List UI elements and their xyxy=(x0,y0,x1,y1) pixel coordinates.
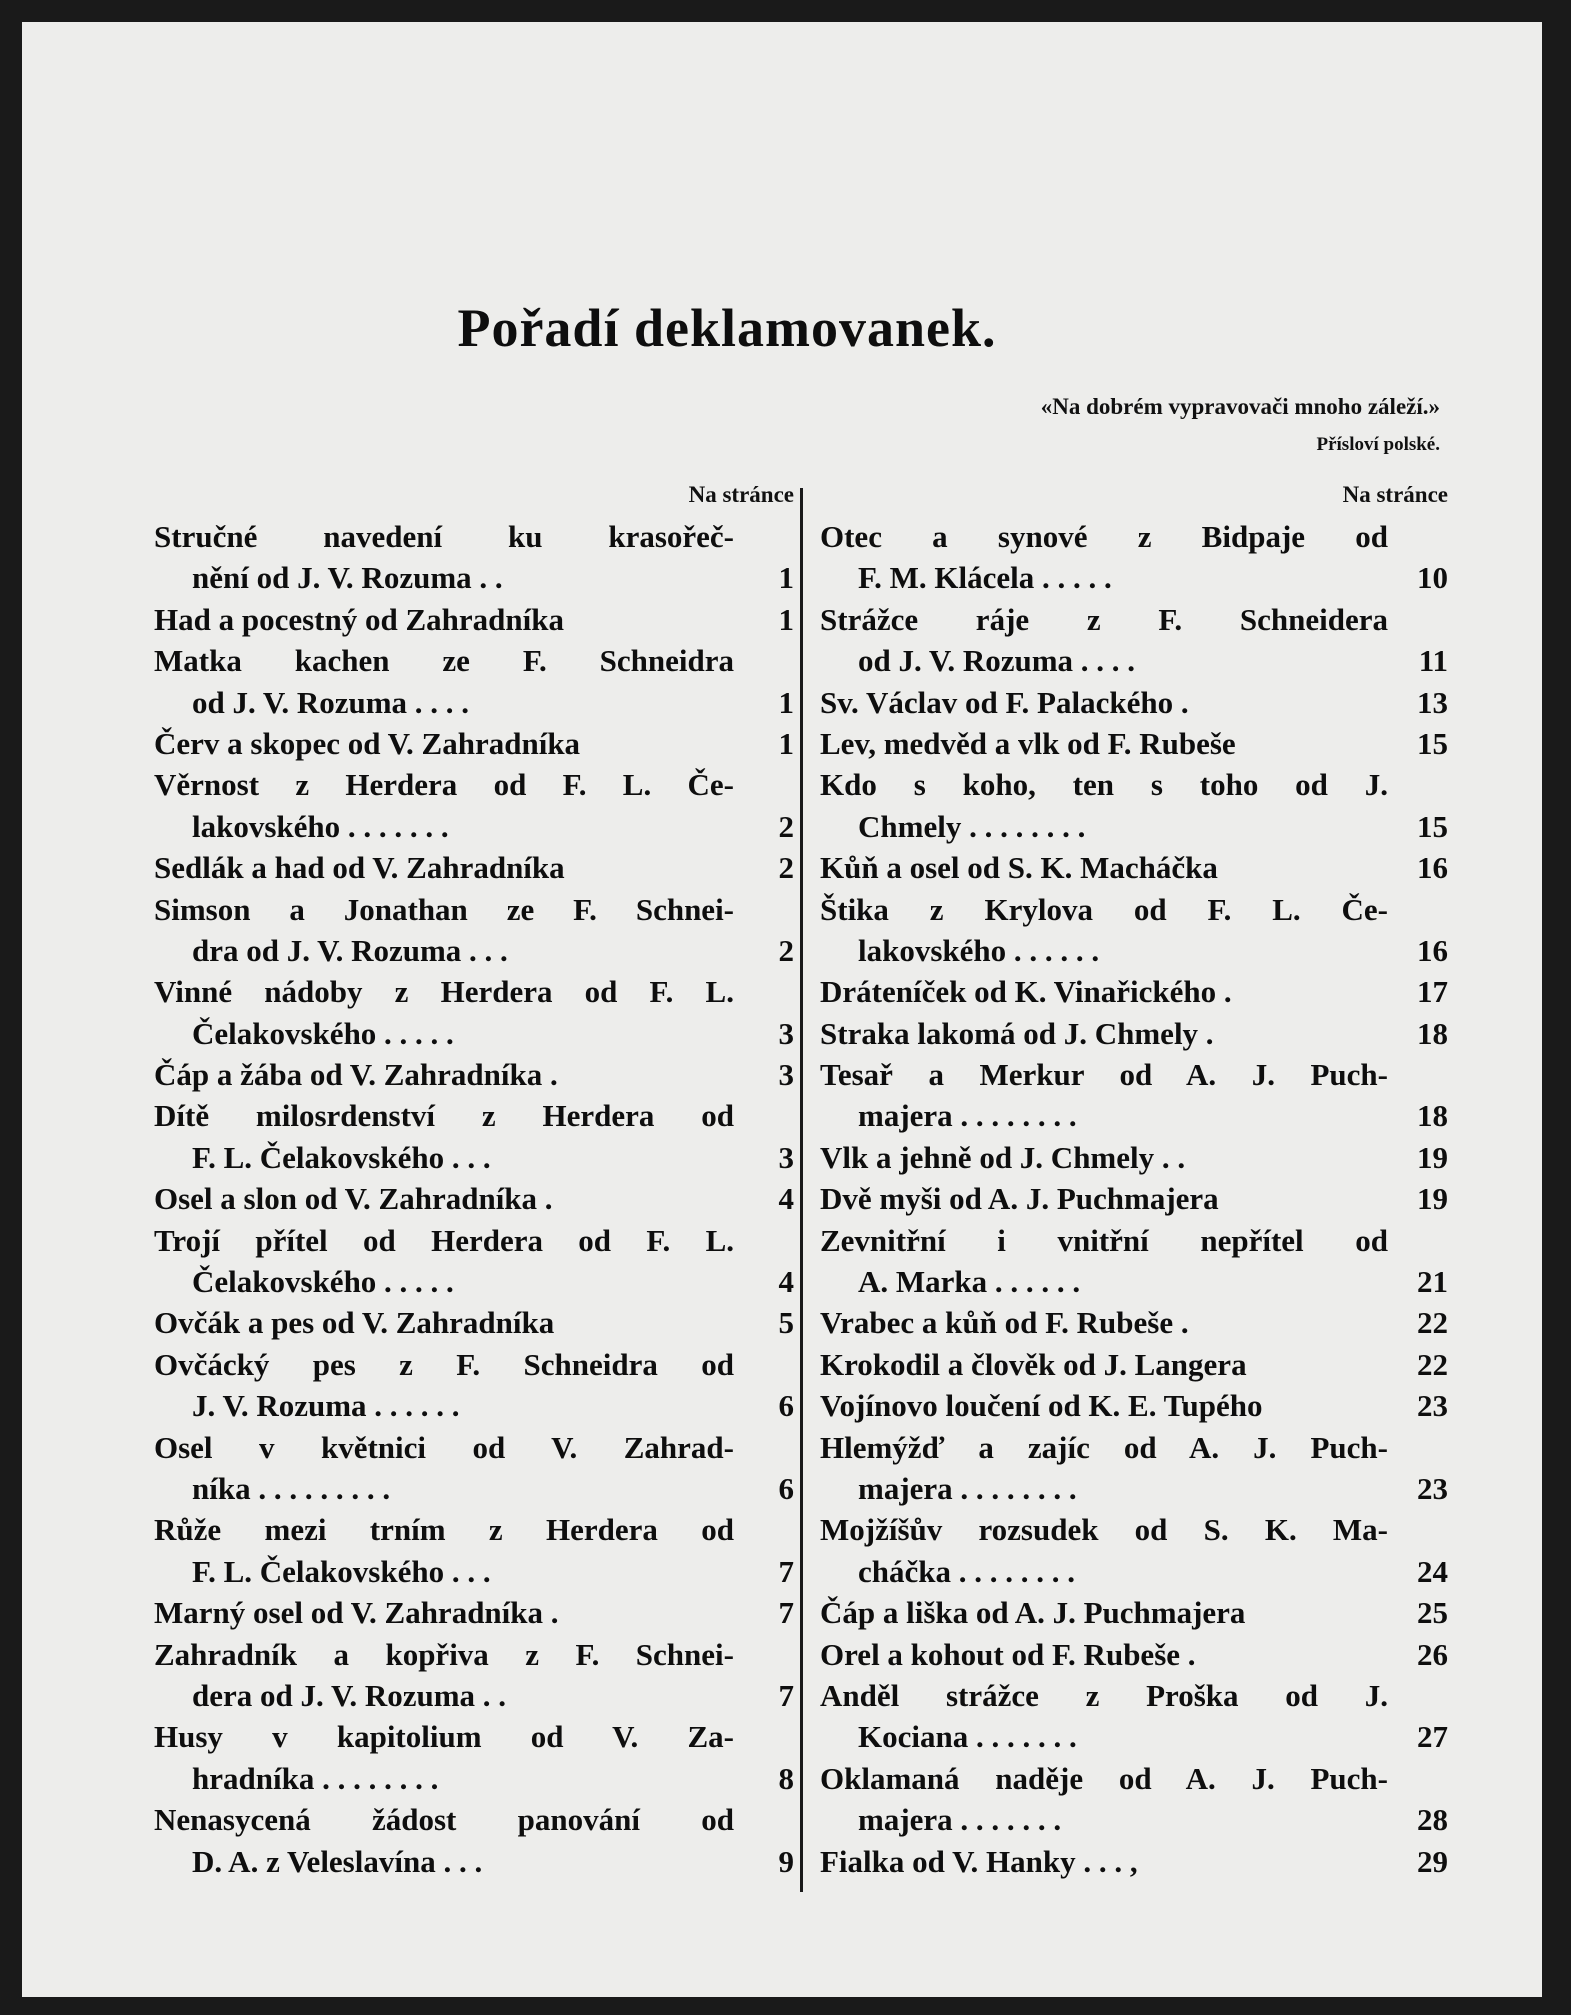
toc-entry-text: Hlemýžď a zajíc od A. J. Puch- xyxy=(820,1429,1388,1465)
toc-entry xyxy=(154,516,794,599)
toc-entry xyxy=(820,1509,1448,1592)
page-title: Pořadí deklamovanek. xyxy=(457,298,997,358)
toc-page-number: 11 xyxy=(1418,643,1448,679)
toc-page-number: 4 xyxy=(778,1181,794,1217)
toc-entry-text: Dítě milosrdenství z Herdera od xyxy=(154,1098,734,1134)
toc-page-number: 8 xyxy=(778,1760,794,1796)
toc-entry-text: Ovčák a pes od V. Zahradníka xyxy=(154,1305,555,1341)
toc-page-number: 19 xyxy=(1417,1181,1448,1217)
toc-entry-line xyxy=(820,723,1448,764)
toc-entry xyxy=(820,1178,1448,1219)
toc-page-number: 23 xyxy=(1417,1470,1448,1506)
toc-page-number xyxy=(734,640,794,681)
toc-entry-text: Kůň a osel od S. K. Macháčka xyxy=(820,850,1218,886)
toc-entry xyxy=(820,516,1448,599)
toc-entry xyxy=(820,1054,1448,1137)
document-page xyxy=(22,22,1542,1997)
toc-page-number xyxy=(734,1509,794,1550)
toc-entry-line xyxy=(820,971,1448,1012)
toc-entry-text: Osel v květnici od V. Zahrad- xyxy=(154,1429,734,1465)
toc-entry xyxy=(820,723,1448,764)
toc-entry-text: majera . . . . . . . xyxy=(858,1802,1062,1838)
toc-page-number xyxy=(734,971,794,1012)
toc-entry-text: F. L. Čelakovského . . . xyxy=(192,1553,491,1589)
toc-page-number xyxy=(734,889,794,930)
toc-entry-text: Čelakovského . . . . . xyxy=(192,1015,454,1051)
toc-entry-text: Oklamaná naděje od A. J. Puch- xyxy=(820,1760,1388,1796)
toc-entry xyxy=(154,1302,794,1343)
toc-entry-text: Věrnost z Herdera od F. L. Če- xyxy=(154,767,734,803)
toc-entry xyxy=(820,1302,1448,1343)
toc-entry-line xyxy=(820,640,1448,681)
toc-entry-line xyxy=(154,889,794,930)
right-column-header: Na stránce xyxy=(1342,482,1448,507)
toc-entry-line xyxy=(820,1013,1448,1054)
toc-entry-line xyxy=(154,682,794,723)
toc-entry-text: Kociana . . . . . . . xyxy=(858,1719,1077,1755)
toc-entry xyxy=(820,1634,1448,1675)
toc-page-number xyxy=(1388,1427,1448,1468)
toc-entry-text: F. L. Čelakovského . . . xyxy=(192,1139,491,1175)
toc-entry-text: Orel a kohout od F. Rubeše . xyxy=(820,1636,1196,1672)
toc-entry-text: Marný osel od V. Zahradníka . xyxy=(154,1595,559,1631)
toc-page-number: 18 xyxy=(1417,1015,1448,1051)
toc-page-number: 3 xyxy=(778,1015,794,1051)
toc-entry-text: Strážce ráje z F. Schneidera xyxy=(820,601,1388,637)
toc-page-number: 1 xyxy=(778,601,794,637)
toc-entry-line xyxy=(820,806,1448,847)
toc-entry xyxy=(820,1427,1448,1510)
toc-entry-line xyxy=(154,1344,794,1385)
toc-entry-text: Čáp a žába od V. Zahradníka . xyxy=(154,1057,558,1093)
toc-entry-text: Anděl strážce z Proška od J. xyxy=(820,1677,1388,1713)
toc-entry-line xyxy=(154,1054,794,1095)
toc-entry-line xyxy=(820,1468,1448,1509)
toc-entry-line xyxy=(820,1385,1448,1426)
toc-page-number xyxy=(734,1716,794,1757)
toc-entry-line xyxy=(820,1799,1448,1840)
toc-entry-text: Čelakovského . . . . . xyxy=(192,1264,454,1300)
toc-page-number xyxy=(734,1427,794,1468)
toc-page-number: 7 xyxy=(778,1595,794,1631)
toc-page-number: 25 xyxy=(1417,1595,1448,1631)
toc-entry-text: lakovského . . . . . . . xyxy=(192,808,449,844)
toc-entry-text: Nenasycená žádost panování od xyxy=(154,1802,734,1838)
toc-entry-text: Vrabec a kůň od F. Rubeše . xyxy=(820,1305,1189,1341)
toc-entry-line xyxy=(154,1841,794,1882)
toc-entry xyxy=(820,971,1448,1012)
toc-page-number: 27 xyxy=(1417,1719,1448,1755)
toc-page-number xyxy=(734,1095,794,1136)
toc-entry xyxy=(154,971,794,1054)
toc-entry xyxy=(820,1841,1448,1882)
toc-page-number xyxy=(734,1799,794,1840)
toc-entry xyxy=(820,1385,1448,1426)
toc-entry-text: lakovského . . . . . . xyxy=(858,932,1100,968)
toc-entry-line xyxy=(154,971,794,1012)
toc-entry-text: Had a pocestný od Zahradníka xyxy=(154,601,564,637)
toc-page-number: 29 xyxy=(1417,1843,1448,1879)
toc-page-number: 5 xyxy=(778,1305,794,1341)
toc-entry-line xyxy=(154,1178,794,1219)
toc-entry xyxy=(154,723,794,764)
toc-entry-text: Husy v kapitolium od V. Za- xyxy=(154,1719,734,1755)
toc-page-number xyxy=(1388,1220,1448,1261)
toc-entry-line xyxy=(154,930,794,971)
toc-entry-text: od J. V. Rozuma . . . . xyxy=(858,643,1136,679)
toc-entry xyxy=(820,1220,1448,1303)
toc-entry-line xyxy=(154,1013,794,1054)
toc-entry-text: hradníka . . . . . . . . xyxy=(192,1760,439,1796)
toc-entry-text: Vojínovo loučení od K. E. Tupého xyxy=(820,1388,1263,1424)
toc-page-number xyxy=(1388,1675,1448,1716)
left-column-header: Na stránce xyxy=(688,482,794,507)
toc-entry-line xyxy=(154,516,794,557)
toc-entry-text: Simson a Jonathan ze F. Schnei- xyxy=(154,891,734,927)
toc-entry-line xyxy=(820,1716,1448,1757)
toc-entry-line xyxy=(154,1592,794,1633)
toc-entry-line xyxy=(154,847,794,888)
toc-entry xyxy=(154,1220,794,1303)
toc-entry xyxy=(154,1634,794,1717)
toc-entry xyxy=(154,1054,794,1095)
toc-entry-line xyxy=(154,764,794,805)
toc-entry-line xyxy=(154,1758,794,1799)
toc-page-number: 9 xyxy=(778,1843,794,1879)
toc-page-number: 2 xyxy=(778,808,794,844)
toc-entry-text: Vlk a jehně od J. Chmely . . xyxy=(820,1139,1186,1175)
toc-entry-line xyxy=(154,1220,794,1261)
toc-entry xyxy=(820,764,1448,847)
toc-entry-text: Růže mezi trním z Herdera od xyxy=(154,1512,734,1548)
toc-entry-text: Lev, medvěd a vlk od F. Rubeše xyxy=(820,725,1236,761)
toc-entry-line xyxy=(154,1302,794,1343)
toc-page-number: 3 xyxy=(778,1057,794,1093)
toc-page-number: 1 xyxy=(778,684,794,720)
toc-entry-text: Sedlák a had od V. Zahradníka xyxy=(154,850,565,886)
toc-entry-line xyxy=(820,1220,1448,1261)
toc-entry-line xyxy=(820,930,1448,971)
toc-page-number: 26 xyxy=(1417,1636,1448,1672)
toc-entry-text: Krokodil a člověk od J. Langera xyxy=(820,1346,1247,1382)
toc-entry-line xyxy=(820,889,1448,930)
toc-entry-line xyxy=(154,1634,794,1675)
toc-entry-text: Sv. Václav od F. Palackého . xyxy=(820,684,1189,720)
toc-entry-line xyxy=(154,1675,794,1716)
toc-entry xyxy=(154,764,794,847)
toc-page-number xyxy=(1388,1758,1448,1799)
toc-entry-line xyxy=(154,1799,794,1840)
toc-entry-text: F. M. Klácela . . . . . xyxy=(858,560,1112,596)
toc-entry-text: Mojžíšův rozsudek od S. K. Ma- xyxy=(820,1512,1388,1548)
toc-entry-text: Vinné nádoby z Herdera od F. L. xyxy=(154,974,734,1010)
toc-entry-text: Matka kachen ze F. Schneidra xyxy=(154,643,734,679)
toc-entry-text: Červ a skopec od V. Zahradníka xyxy=(154,725,581,761)
toc-entry xyxy=(154,1716,794,1799)
toc-entry-line xyxy=(154,1427,794,1468)
toc-entry-line xyxy=(820,1634,1448,1675)
toc-entry xyxy=(154,1799,794,1882)
toc-entry-text: Trojí přítel od Herdera od F. L. xyxy=(154,1222,734,1258)
toc-entry-text: Otec a synové z Bidpaje od xyxy=(820,519,1388,554)
toc-entry xyxy=(154,1592,794,1633)
column-divider xyxy=(800,488,803,1892)
toc-page-number: 24 xyxy=(1417,1553,1448,1589)
toc-page-number xyxy=(734,1220,794,1261)
toc-entry-text: Kdo s koho, ten s toho od J. xyxy=(820,767,1388,803)
toc-entry-line xyxy=(820,1137,1448,1178)
toc-entry-line xyxy=(820,847,1448,888)
toc-entry-line xyxy=(820,682,1448,723)
toc-entry-line xyxy=(154,723,794,764)
toc-page-number: 16 xyxy=(1417,850,1448,886)
toc-page-number: 6 xyxy=(778,1470,794,1506)
toc-entry-text: majera . . . . . . . . xyxy=(858,1098,1077,1134)
toc-entry xyxy=(820,1592,1448,1633)
motto: «Na dobrém vypravovači mnoho záleží.» xyxy=(1040,394,1440,419)
toc-entry xyxy=(154,1178,794,1219)
toc-entry-text: Dvě myši od A. J. Puchmajera xyxy=(820,1181,1219,1217)
right-column xyxy=(820,480,1448,1882)
motto-source: Přísloví polské. xyxy=(1316,434,1440,455)
toc-entry-line xyxy=(154,557,794,598)
toc-entry-line xyxy=(154,1509,794,1550)
toc-entry-text: od J. V. Rozuma . . . . xyxy=(192,684,470,720)
toc-entry xyxy=(154,1427,794,1510)
toc-page-number xyxy=(734,516,794,557)
toc-page-number xyxy=(1388,1054,1448,1095)
toc-page-number: 28 xyxy=(1417,1802,1448,1838)
toc-entry-text: dra od J. V. Rozuma . . . xyxy=(192,932,508,968)
toc-page-number: 15 xyxy=(1417,725,1448,761)
toc-entry-text: Straka lakomá od J. Chmely . xyxy=(820,1015,1214,1051)
toc-entry-line xyxy=(154,1468,794,1509)
toc-entry-text: níka . . . . . . . . . xyxy=(192,1470,391,1506)
toc-entry xyxy=(820,1758,1448,1841)
toc-page-number: 22 xyxy=(1417,1305,1448,1341)
toc-entry-line xyxy=(154,1261,794,1302)
toc-page-number: 18 xyxy=(1417,1098,1448,1134)
toc-entry xyxy=(154,847,794,888)
toc-page-number xyxy=(1388,764,1448,805)
toc-entry-text: Dráteníček od K. Vinařického . xyxy=(820,974,1232,1010)
toc-entry-line xyxy=(820,599,1448,640)
toc-page-number xyxy=(1388,1509,1448,1550)
toc-entry-line xyxy=(154,1551,794,1592)
toc-page-number: 13 xyxy=(1417,684,1448,720)
toc-entry-line xyxy=(154,1716,794,1757)
toc-entry-line xyxy=(154,1095,794,1136)
toc-entry xyxy=(820,1013,1448,1054)
left-column xyxy=(154,480,794,1882)
toc-entry-line xyxy=(820,1551,1448,1592)
toc-entry-line xyxy=(820,1592,1448,1633)
toc-entry-text: Chmely . . . . . . . . xyxy=(858,808,1086,844)
toc-entry-text: J. V. Rozuma . . . . . . xyxy=(192,1388,460,1424)
toc-entry xyxy=(820,682,1448,723)
toc-entry-text: majera . . . . . . . . xyxy=(858,1470,1077,1506)
toc-page-number: 2 xyxy=(778,850,794,886)
toc-page-number xyxy=(734,1634,794,1675)
toc-page-number: 21 xyxy=(1417,1264,1448,1300)
toc-entry-line xyxy=(820,1675,1448,1716)
toc-page-number xyxy=(734,764,794,805)
toc-entry xyxy=(820,1675,1448,1758)
toc-entry-text: A. Marka . . . . . . xyxy=(858,1264,1081,1300)
toc-entry xyxy=(154,1344,794,1427)
toc-entry xyxy=(154,640,794,723)
toc-entry-line xyxy=(820,1344,1448,1385)
toc-entry-line xyxy=(154,806,794,847)
toc-entry-line xyxy=(820,1509,1448,1550)
toc-page-number xyxy=(1388,516,1448,557)
toc-page-number: 22 xyxy=(1417,1346,1448,1382)
toc-page-number: 2 xyxy=(778,932,794,968)
toc-page-number xyxy=(1388,599,1448,640)
toc-page-number: 7 xyxy=(778,1553,794,1589)
toc-entry xyxy=(154,1509,794,1592)
toc-page-number: 19 xyxy=(1417,1139,1448,1175)
toc-entry-text: Osel a slon od V. Zahradníka . xyxy=(154,1181,553,1217)
toc-page-number: 4 xyxy=(778,1264,794,1300)
toc-page-number: 17 xyxy=(1417,974,1448,1010)
toc-entry xyxy=(820,1137,1448,1178)
toc-entry-line xyxy=(820,1178,1448,1219)
toc-page-number: 23 xyxy=(1417,1388,1448,1424)
toc-entry-text: Čáp a liška od A. J. Puchmajera xyxy=(820,1595,1246,1631)
toc-page-number: 3 xyxy=(778,1139,794,1175)
toc-entry xyxy=(820,889,1448,972)
toc-entry xyxy=(820,599,1448,682)
toc-entry-line xyxy=(820,1427,1448,1468)
toc-entry-line xyxy=(820,1841,1448,1882)
toc-entry-text: Fialka od V. Hanky . . . , xyxy=(820,1843,1138,1879)
toc-page-number: 7 xyxy=(778,1677,794,1713)
toc-entry-line xyxy=(820,764,1448,805)
toc-entry-line xyxy=(820,1261,1448,1302)
toc-entry-line xyxy=(820,1054,1448,1095)
toc-entry-text: Stručné navedení ku krasořeč- xyxy=(154,519,734,554)
toc-entry-line xyxy=(820,1095,1448,1136)
toc-page-number: 6 xyxy=(778,1388,794,1424)
toc-page-number: 16 xyxy=(1417,932,1448,968)
toc-entry-text: Štika z Krylova od F. L. Če- xyxy=(820,891,1388,927)
toc-entry-line xyxy=(154,640,794,681)
toc-entry-line xyxy=(154,599,794,640)
toc-entry-text: cháčka . . . . . . . . xyxy=(858,1553,1075,1589)
toc-entry-text: Tesař a Merkur od A. J. Puch- xyxy=(820,1057,1388,1093)
toc-entry-text: Zevnitřní i vnitřní nepřítel od xyxy=(820,1222,1388,1258)
toc-page-number: 1 xyxy=(778,560,794,596)
toc-page-number xyxy=(734,1344,794,1385)
toc-entry-text: D. A. z Veleslavína . . . xyxy=(192,1843,483,1879)
toc-entry xyxy=(154,889,794,972)
toc-entry xyxy=(820,1344,1448,1385)
toc-page-number: 15 xyxy=(1417,808,1448,844)
toc-page-number: 10 xyxy=(1417,560,1448,596)
toc-entry-text: Zahradník a kopřiva z F. Schnei- xyxy=(154,1636,734,1672)
toc-entry-line xyxy=(820,557,1448,598)
toc-entry-text: nění od J. V. Rozuma . . xyxy=(192,560,503,596)
toc-entry xyxy=(820,847,1448,888)
toc-entry-line xyxy=(820,1302,1448,1343)
toc-entry-line xyxy=(820,1758,1448,1799)
toc-entry-text: Ovčácký pes z F. Schneidra od xyxy=(154,1346,734,1382)
toc-entry-text: dera od J. V. Rozuma . . xyxy=(192,1677,507,1713)
toc-entry xyxy=(154,1095,794,1178)
toc-entry-line xyxy=(154,1385,794,1426)
toc-entry-line xyxy=(820,516,1448,557)
toc-page-number: 1 xyxy=(778,725,794,761)
toc-entry xyxy=(154,599,794,640)
toc-page-number xyxy=(1388,889,1448,930)
toc-entry-line xyxy=(154,1137,794,1178)
